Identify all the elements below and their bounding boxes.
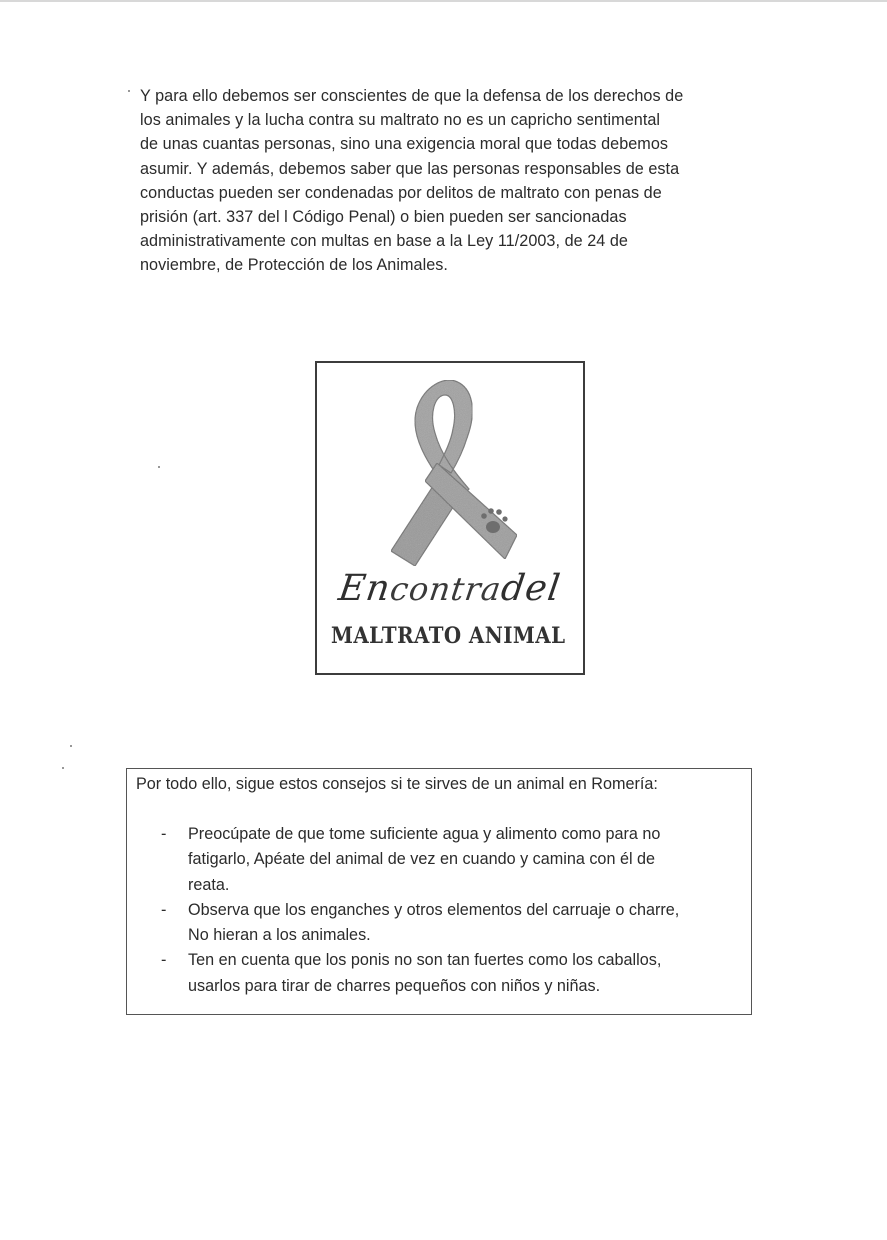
paragraph-line: noviembre, de Protección de los Animales. — [140, 256, 448, 275]
scan-speck — [70, 745, 72, 747]
scan-speck — [62, 767, 64, 769]
page-top-edge — [0, 0, 887, 2]
paragraph-line: de unas cuantas personas, sino una exigencia moral que todas debemos — [140, 135, 669, 154]
logo-script-text: Encontradel — [336, 568, 564, 609]
advice-item — [127, 822, 753, 898]
advice-line: usarlos para tirar de charres pequeños con niños y niñas. — [188, 976, 601, 995]
advice-list — [127, 822, 753, 999]
intro-paragraph — [140, 84, 750, 278]
advice-item — [127, 898, 753, 949]
advice-line: Observa que los enganches y otros elementos del carruaje o charre, — [188, 900, 680, 919]
advice-line: Ten en cuenta que los ponis no son tan fuertes como los caballos, — [188, 951, 662, 970]
advice-line: reata. — [188, 875, 230, 894]
anti-animal-abuse-logo — [315, 361, 585, 675]
paragraph-line: prisión (art. 337 del l Código Penal) o bien pueden ser sancionadas — [140, 208, 627, 227]
advice-line: No hieran a los animales. — [188, 926, 371, 945]
logo-caption: MALTRATO ANIMAL — [331, 623, 566, 649]
scan-speck — [128, 90, 130, 92]
advice-intro: Por todo ello, sigue estos consejos si te sirves de un animal en Romería: — [136, 775, 658, 793]
dash-bullet: - — [161, 951, 167, 970]
advice-line: fatigarlo, Apéate del animal de vez en cuando y camina con él de — [188, 850, 656, 869]
dash-bullet: - — [161, 900, 167, 919]
advice-box — [126, 768, 752, 1015]
paragraph-line: Y para ello debemos ser conscientes de que la defensa de los derechos de — [140, 87, 684, 105]
paragraph-line: los animales y la lucha contra su maltrato no es un capricho sentimental — [140, 111, 661, 130]
scan-speck — [158, 466, 160, 468]
advice-item — [127, 948, 753, 999]
paragraph-line: conductas pueden ser condenadas por delitos de maltrato con penas de — [140, 183, 662, 202]
awareness-ribbon-icon — [317, 363, 587, 593]
advice-line: Preocúpate de que tome suficiente agua y alimento como para no — [188, 825, 661, 843]
paragraph-line: asumir. Y además, debemos saber que las personas responsables de esta — [140, 159, 680, 178]
paragraph-line: administrativamente con multas en base a la Ley 11/2003, de 24 de — [140, 232, 628, 251]
dash-bullet: - — [161, 825, 167, 843]
